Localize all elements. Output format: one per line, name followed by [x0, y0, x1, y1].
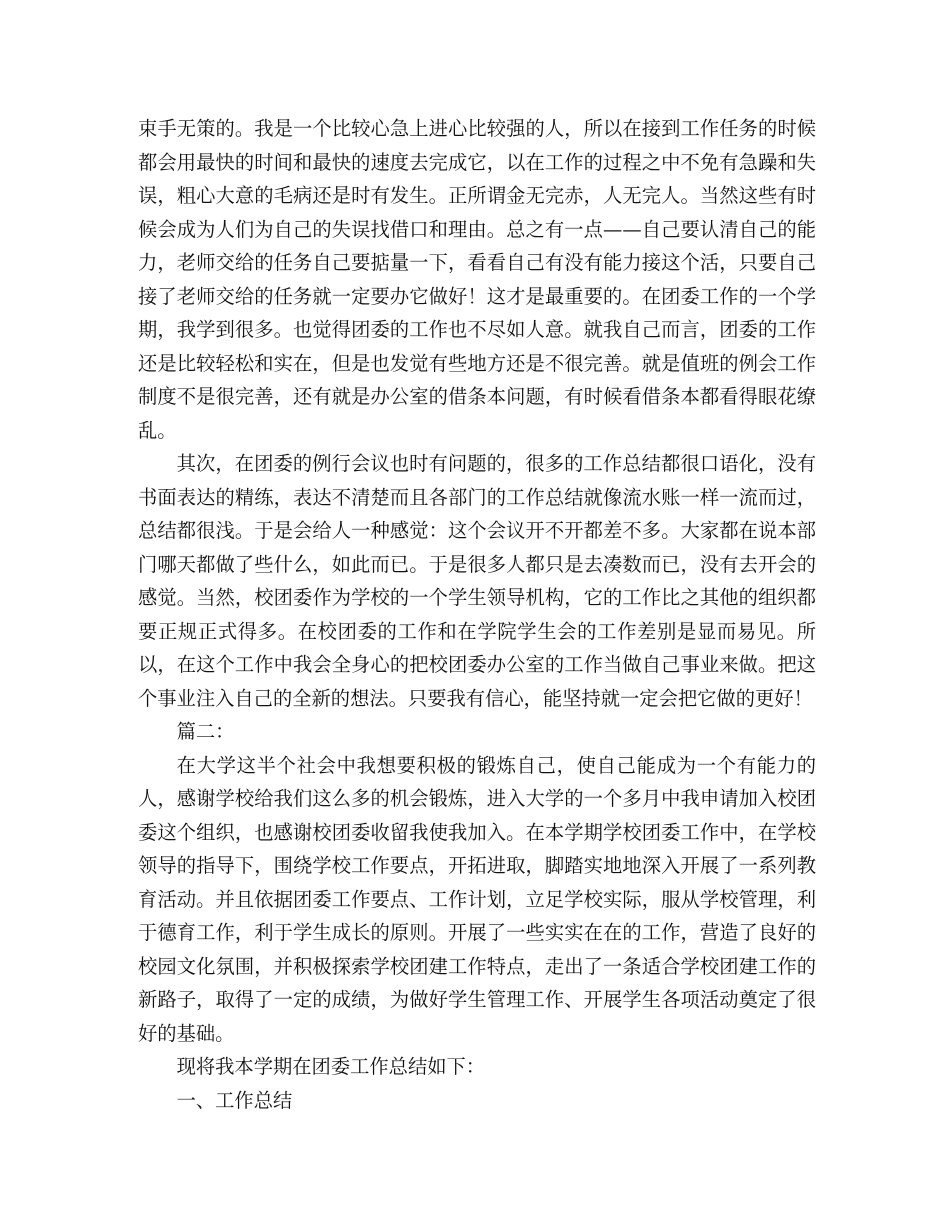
paragraph-university-intro: 在大学这半个社会中我想要积极的锻炼自己，使自己能成为一个有能力的人，感谢学校给我们这么多的机会锻炼，进入大学的一个多月中我申请加入校团委这个组织，也感谢校团委收留我使我加入。在本学期学校团委工作中，在学校领导的指导下，围绕学校工作要点，开拓进取，脚踏实地地深入开展了一系列教育活动。并且依据团委工作要点、工作计划，立足学校实际，服从学校管理，利于德育工作，利于学生成长的原则。开展了一些实实在在的工作，营造了良好的校园文化氛围，并积极探索学校团建工作特点，走出了一条适合学校团建工作的新路子，取得了一定的成绩，为做好学生管理工作、开展学生各项活动奠定了很好的基础。 — [138, 753, 816, 1045]
document-body — [138, 112, 816, 1117]
paragraph-secondly: 其次，在团委的例行会议也时有问题的，很多的工作总结都很口语化，没有书面表达的精练，表达不清楚而且各部门的工作总结就像流水账一样一流而过，总结都很浅。于是会给人一种感觉：这个会议开不开都差不多。大家都在说本部门哪天都做了些什么，如此而已。于是很多人都只是去凑数而已，没有去开会的感觉。当然，校团委作为学校的一个学生领导机构，它的工作比之其他的组织都要正规正式得多。在校团委的工作和在学院学生会的工作差别是显而易见。所以，在这个工作中我会全身心的把校团委办公室的工作当做自己事业来做。把这个事业注入自己的全新的想法。只要我有信心，能坚持就一定会把它做的更好！ — [138, 452, 816, 710]
section-heading-part-two: 篇二： — [176, 720, 235, 743]
paragraph-continuation: 束手无策的。我是一个比较心急上进心比较强的人，所以在接到工作任务的时候都会用最快的时间和最快的速度去完成它，以在工作的过程之中不免有急躁和失误，粗心大意的毛病还是时有发生。正所谓金无完赤，人无完人。当然这些有时候会成为人们为自己的失误找借口和理由。总之有一点——自己要认清自己的能力，老师交给的任务自己要掂量一下，看看自己有没有能力接这个活，只要自己接了老师交给的任务就一定要办它做好！这才是最重要的。在团委工作的一个学期，我学到很多。也觉得团委的工作也不尽如人意。就我自己而言，团委的工作还是比较轻松和实在，但是也发觉有些地方还是不很完善。就是值班的例会工作制度不是很完善，还有就是办公室的借条本问题，有时候看借条本都看得眼花缭乱。 — [138, 117, 816, 442]
section-heading-work-summary: 一、工作总结 — [176, 1088, 293, 1112]
paragraph-summary-intro: 现将我本学期在团委工作总结如下： — [176, 1055, 486, 1078]
